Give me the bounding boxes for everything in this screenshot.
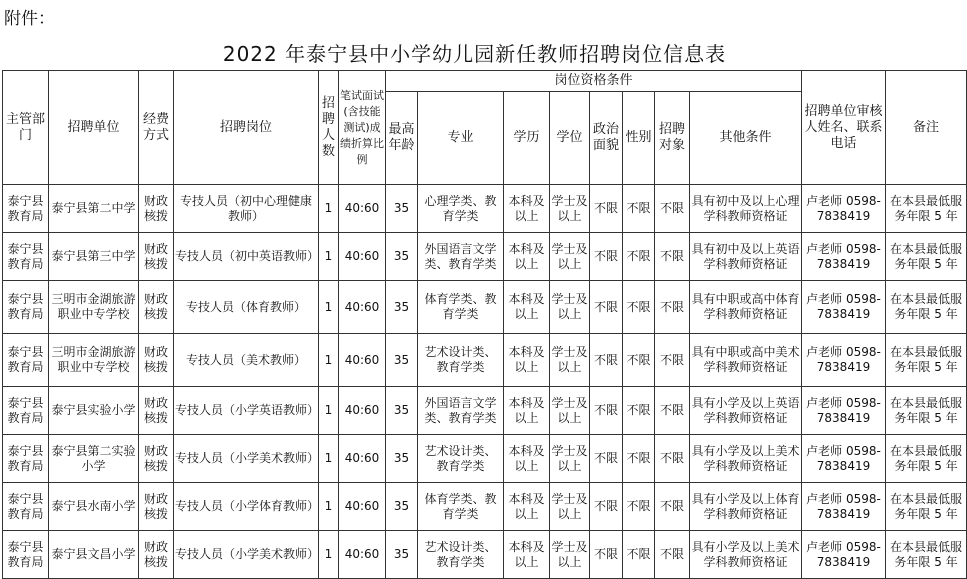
cell-notes: 在本县最低服务年限 5 年 bbox=[886, 334, 967, 387]
cell-unit: 三明市金湖旅游职业中专学校 bbox=[49, 334, 139, 387]
header-major: 专业 bbox=[418, 92, 504, 185]
cell-post: 专技人员（体育教师） bbox=[174, 281, 319, 334]
cell-politics: 不限 bbox=[590, 334, 623, 387]
cell-dept: 泰宁县教育局 bbox=[3, 334, 49, 387]
cell-count: 1 bbox=[319, 334, 339, 387]
cell-unit: 泰宁县实验小学 bbox=[49, 387, 139, 435]
cell-funding: 财政核拨 bbox=[139, 435, 174, 483]
table-row bbox=[3, 531, 967, 579]
cell-post: 专技人员（小学美术教师） bbox=[174, 435, 319, 483]
cell-major: 体育学类、教育学类 bbox=[418, 281, 504, 334]
cell-count: 1 bbox=[319, 387, 339, 435]
cell-count: 1 bbox=[319, 531, 339, 579]
cell-funding: 财政核拨 bbox=[139, 334, 174, 387]
cell-age: 35 bbox=[386, 435, 418, 483]
cell-target: 不限 bbox=[655, 435, 690, 483]
header-degree: 学位 bbox=[550, 92, 590, 185]
header-politics: 政治面貌 bbox=[590, 92, 623, 185]
cell-funding: 财政核拨 bbox=[139, 531, 174, 579]
cell-notes: 在本县最低服务年限 5 年 bbox=[886, 531, 967, 579]
header-reviewer: 招聘单位审核人姓名、联系电话 bbox=[802, 71, 886, 185]
cell-degree: 学士及以上 bbox=[550, 531, 590, 579]
cell-post: 专技人员（小学美术教师） bbox=[174, 531, 319, 579]
cell-funding: 财政核拨 bbox=[139, 483, 174, 531]
cell-dept: 泰宁县教育局 bbox=[3, 387, 49, 435]
cell-notes: 在本县最低服务年限 5 年 bbox=[886, 435, 967, 483]
cell-politics: 不限 bbox=[590, 531, 623, 579]
cell-target: 不限 bbox=[655, 334, 690, 387]
cell-degree: 学士及以上 bbox=[550, 483, 590, 531]
table-row bbox=[3, 334, 967, 387]
header-other: 其他条件 bbox=[690, 92, 802, 185]
cell-dept: 泰宁县教育局 bbox=[3, 233, 49, 281]
cell-reviewer: 卢老师 0598-7838419 bbox=[802, 281, 886, 334]
header-post: 招聘岗位 bbox=[174, 71, 319, 185]
header-max-age: 最高年龄 bbox=[386, 92, 418, 185]
cell-major: 心理学类、教育学类 bbox=[418, 185, 504, 233]
cell-reviewer: 卢老师 0598-7838419 bbox=[802, 483, 886, 531]
header-count: 招聘人数 bbox=[319, 71, 339, 185]
cell-dept: 泰宁县教育局 bbox=[3, 185, 49, 233]
cell-ratio: 40:60 bbox=[339, 435, 386, 483]
cell-age: 35 bbox=[386, 334, 418, 387]
cell-reviewer: 卢老师 0598-7838419 bbox=[802, 334, 886, 387]
document-title: 2022 年泰宁县中小学幼儿园新任教师招聘岗位信息表 bbox=[222, 42, 727, 66]
header-dept: 主管部门 bbox=[3, 71, 49, 185]
cell-other: 具有小学及以上美术学科教师资格证 bbox=[690, 531, 802, 579]
cell-gender: 不限 bbox=[623, 281, 655, 334]
cell-funding: 财政核拨 bbox=[139, 281, 174, 334]
cell-unit: 三明市金湖旅游职业中专学校 bbox=[49, 281, 139, 334]
cell-age: 35 bbox=[386, 531, 418, 579]
header-gender: 性别 bbox=[623, 92, 655, 185]
cell-politics: 不限 bbox=[590, 435, 623, 483]
header-notes: 备注 bbox=[886, 71, 967, 185]
cell-edu: 本科及以上 bbox=[504, 334, 550, 387]
cell-gender: 不限 bbox=[623, 387, 655, 435]
cell-count: 1 bbox=[319, 281, 339, 334]
cell-dept: 泰宁县教育局 bbox=[3, 281, 49, 334]
cell-funding: 财政核拨 bbox=[139, 185, 174, 233]
table-row bbox=[3, 387, 967, 435]
cell-reviewer: 卢老师 0598-7838419 bbox=[802, 387, 886, 435]
table-row bbox=[3, 435, 967, 483]
cell-politics: 不限 bbox=[590, 281, 623, 334]
cell-count: 1 bbox=[319, 233, 339, 281]
header-unit: 招聘单位 bbox=[49, 71, 139, 185]
cell-notes: 在本县最低服务年限 5 年 bbox=[886, 233, 967, 281]
cell-notes: 在本县最低服务年限 5 年 bbox=[886, 185, 967, 233]
cell-other: 具有小学及以上美术学科教师资格证 bbox=[690, 435, 802, 483]
header-education: 学历 bbox=[504, 92, 550, 185]
cell-gender: 不限 bbox=[623, 233, 655, 281]
recruitment-table bbox=[2, 70, 967, 579]
cell-target: 不限 bbox=[655, 185, 690, 233]
cell-unit: 泰宁县第三中学 bbox=[49, 233, 139, 281]
cell-target: 不限 bbox=[655, 531, 690, 579]
cell-count: 1 bbox=[319, 185, 339, 233]
cell-dept: 泰宁县教育局 bbox=[3, 435, 49, 483]
cell-politics: 不限 bbox=[590, 387, 623, 435]
cell-age: 35 bbox=[386, 185, 418, 233]
cell-ratio: 40:60 bbox=[339, 531, 386, 579]
cell-gender: 不限 bbox=[623, 483, 655, 531]
cell-gender: 不限 bbox=[623, 531, 655, 579]
cell-other: 具有初中及以上心理学科教师资格证 bbox=[690, 185, 802, 233]
cell-dept: 泰宁县教育局 bbox=[3, 531, 49, 579]
cell-edu: 本科及以上 bbox=[504, 531, 550, 579]
cell-target: 不限 bbox=[655, 483, 690, 531]
cell-degree: 学士及以上 bbox=[550, 435, 590, 483]
cell-ratio: 40:60 bbox=[339, 483, 386, 531]
cell-post: 专技人员（初中心理健康教师） bbox=[174, 185, 319, 233]
cell-gender: 不限 bbox=[623, 435, 655, 483]
cell-notes: 在本县最低服务年限 5 年 bbox=[886, 483, 967, 531]
cell-other: 具有小学及以上体育学科教师资格证 bbox=[690, 483, 802, 531]
cell-funding: 财政核拨 bbox=[139, 233, 174, 281]
cell-politics: 不限 bbox=[590, 483, 623, 531]
cell-degree: 学士及以上 bbox=[550, 387, 590, 435]
cell-edu: 本科及以上 bbox=[504, 387, 550, 435]
cell-reviewer: 卢老师 0598-7838419 bbox=[802, 233, 886, 281]
cell-post: 专技人员（美术教师） bbox=[174, 334, 319, 387]
cell-unit: 泰宁县水南小学 bbox=[49, 483, 139, 531]
cell-major: 外国语言文学类、教育学类 bbox=[418, 233, 504, 281]
cell-degree: 学士及以上 bbox=[550, 334, 590, 387]
cell-major: 外国语言文学类、教育学类 bbox=[418, 387, 504, 435]
cell-gender: 不限 bbox=[623, 185, 655, 233]
header-qualification-group: 岗位资格条件 bbox=[386, 71, 802, 92]
cell-edu: 本科及以上 bbox=[504, 435, 550, 483]
header-funding: 经费方式 bbox=[139, 71, 174, 185]
cell-post: 专技人员（小学体育教师） bbox=[174, 483, 319, 531]
cell-ratio: 40:60 bbox=[339, 387, 386, 435]
cell-unit: 泰宁县第二实验小学 bbox=[49, 435, 139, 483]
attachment-label: 附件： bbox=[4, 9, 55, 29]
cell-age: 35 bbox=[386, 387, 418, 435]
cell-other: 具有中职或高中美术学科教师资格证 bbox=[690, 334, 802, 387]
cell-notes: 在本县最低服务年限 5 年 bbox=[886, 281, 967, 334]
cell-degree: 学士及以上 bbox=[550, 281, 590, 334]
cell-target: 不限 bbox=[655, 233, 690, 281]
cell-major: 艺术设计类、教育学类 bbox=[418, 531, 504, 579]
cell-post: 专技人员（初中英语教师） bbox=[174, 233, 319, 281]
cell-gender: 不限 bbox=[623, 334, 655, 387]
header-target: 招聘对象 bbox=[655, 92, 690, 185]
cell-other: 具有初中及以上英语学科教师资格证 bbox=[690, 233, 802, 281]
cell-other: 具有小学及以上英语学科教师资格证 bbox=[690, 387, 802, 435]
cell-age: 35 bbox=[386, 483, 418, 531]
cell-major: 艺术设计类、教育学类 bbox=[418, 334, 504, 387]
header-ratio: 笔试面试(含技能测试)成绩折算比例 bbox=[339, 71, 386, 185]
cell-degree: 学士及以上 bbox=[550, 185, 590, 233]
cell-dept: 泰宁县教育局 bbox=[3, 483, 49, 531]
cell-unit: 泰宁县文昌小学 bbox=[49, 531, 139, 579]
cell-degree: 学士及以上 bbox=[550, 233, 590, 281]
cell-funding: 财政核拨 bbox=[139, 387, 174, 435]
cell-notes: 在本县最低服务年限 5 年 bbox=[886, 387, 967, 435]
cell-unit: 泰宁县第二中学 bbox=[49, 185, 139, 233]
cell-age: 35 bbox=[386, 233, 418, 281]
cell-reviewer: 卢老师 0598-7838419 bbox=[802, 531, 886, 579]
cell-edu: 本科及以上 bbox=[504, 281, 550, 334]
table-row bbox=[3, 233, 967, 281]
cell-edu: 本科及以上 bbox=[504, 483, 550, 531]
cell-politics: 不限 bbox=[590, 185, 623, 233]
cell-target: 不限 bbox=[655, 387, 690, 435]
cell-reviewer: 卢老师 0598-7838419 bbox=[802, 435, 886, 483]
cell-ratio: 40:60 bbox=[339, 334, 386, 387]
table-row bbox=[3, 281, 967, 334]
cell-ratio: 40:60 bbox=[339, 281, 386, 334]
cell-major: 艺术设计类、教育学类 bbox=[418, 435, 504, 483]
cell-other: 具有中职或高中体育学科教师资格证 bbox=[690, 281, 802, 334]
cell-major: 体育学类、教育学类 bbox=[418, 483, 504, 531]
cell-reviewer: 卢老师 0598-7838419 bbox=[802, 185, 886, 233]
cell-ratio: 40:60 bbox=[339, 233, 386, 281]
table-row bbox=[3, 185, 967, 233]
cell-ratio: 40:60 bbox=[339, 185, 386, 233]
cell-age: 35 bbox=[386, 281, 418, 334]
cell-count: 1 bbox=[319, 483, 339, 531]
cell-edu: 本科及以上 bbox=[504, 185, 550, 233]
cell-edu: 本科及以上 bbox=[504, 233, 550, 281]
table-body bbox=[3, 185, 967, 579]
cell-count: 1 bbox=[319, 435, 339, 483]
cell-target: 不限 bbox=[655, 281, 690, 334]
cell-post: 专技人员（小学英语教师） bbox=[174, 387, 319, 435]
cell-politics: 不限 bbox=[590, 233, 623, 281]
table-row bbox=[3, 483, 967, 531]
